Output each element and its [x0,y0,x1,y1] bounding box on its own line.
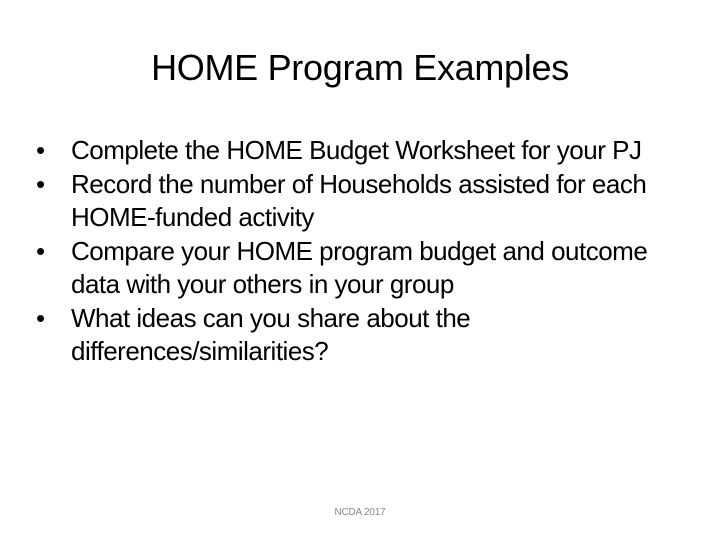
bullet-item [36,168,686,235]
footer-text: NCDA 2017 [334,507,386,518]
bullet-icon: • [36,168,45,199]
bullet-item [36,302,686,369]
bullet-icon: • [36,135,45,165]
slide-title: HOME Program Examples [151,47,569,88]
bullet-item [36,235,686,302]
bullet-icon: • [36,302,45,333]
bullet-text: Compare your HOME program budget and outcome data with your others in your group [71,235,648,299]
bullet-text: What ideas can you share about the differences/similarities? [71,302,471,366]
bullet-icon: • [36,235,45,266]
bullet-text: Complete the HOME Budget Worksheet for your PJ [71,135,642,165]
bullet-text: Record the number of Households assisted for each HOME-funded activity [71,168,647,232]
bullet-item [36,134,686,168]
bullet-list [36,134,686,369]
